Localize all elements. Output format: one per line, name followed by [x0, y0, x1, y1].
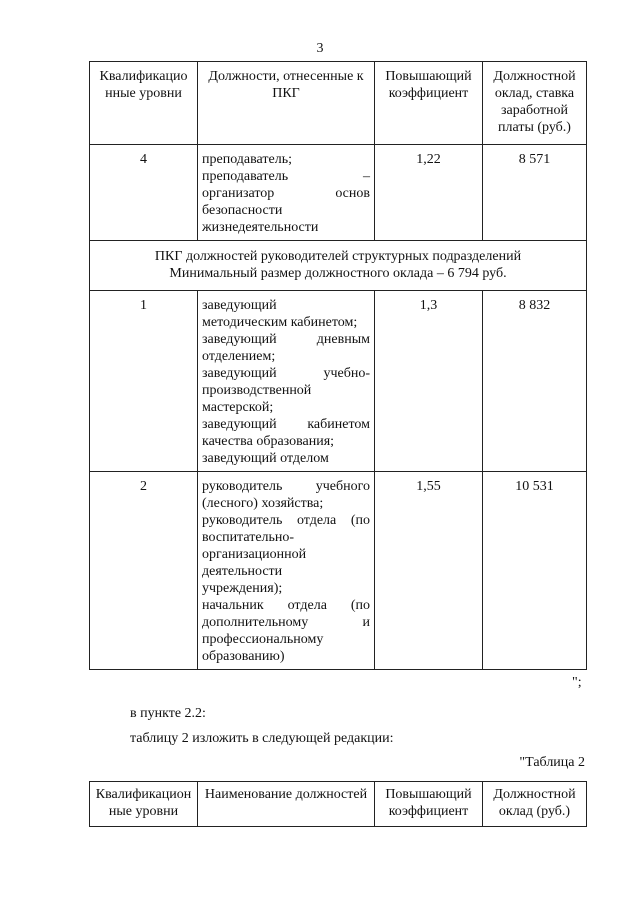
position-line: образованию) — [202, 649, 285, 664]
coefficient-cell: 1,3 — [375, 291, 483, 472]
level-cell: 2 — [90, 472, 198, 670]
header-cell-positions: Должности, отнесенные к ПКГ — [198, 62, 375, 145]
header-cell-coefficient: Повышающий коэффициент — [375, 782, 483, 827]
paragraph-table-2-instruction: таблицу 2 изложить в следующей редакции: — [130, 731, 394, 746]
position-line: заведующий отделом — [202, 451, 329, 466]
table-row — [90, 472, 587, 670]
position-line: воспитательно- — [202, 530, 295, 545]
salary-cell: 8 832 — [483, 291, 587, 472]
position-line: заведующий — [202, 298, 277, 313]
level-cell: 4 — [90, 145, 198, 241]
position-line: профессиональному — [202, 632, 324, 647]
group-min-salary: Минимальный размер должностного оклада – 6 794 руб. — [169, 266, 507, 281]
position-line: качества образования; — [202, 434, 335, 449]
position-line: преподаватель; — [202, 152, 293, 167]
coefficient-cell: 1,55 — [375, 472, 483, 670]
position-line: руководитель отдела (по — [202, 513, 370, 528]
table-2-caption: "Таблица 2 — [519, 755, 585, 770]
position-line: организатор основ — [202, 186, 370, 201]
header-cell-salary: Должностной оклад (руб.) — [483, 782, 587, 827]
salary-table-2 — [89, 781, 587, 827]
header-cell-salary: Должностной оклад, ставка заработной платы (руб.) — [483, 62, 587, 145]
position-line: организационной — [202, 547, 307, 562]
position-line: заведующий учебно- — [202, 366, 370, 381]
closing-quote: "; — [572, 675, 582, 690]
position-line: учреждения); — [202, 581, 283, 596]
salary-table-1 — [89, 61, 587, 670]
position-line: производственной — [202, 383, 312, 398]
positions-cell — [198, 472, 375, 670]
positions-cell — [198, 145, 375, 241]
group-title: ПКГ должностей руководителей структурных подразделений — [154, 249, 522, 264]
page-number: 3 — [316, 41, 324, 56]
header-cell-positions: Наименование должностей — [198, 782, 375, 827]
table-header-row — [90, 782, 587, 827]
position-line: методическим кабинетом; — [202, 315, 358, 330]
position-line: мастерской; — [202, 400, 274, 415]
position-line: преподаватель – — [202, 169, 370, 184]
position-line: начальник отдела (по — [202, 598, 370, 613]
position-line: заведующий кабинетом — [202, 417, 370, 432]
position-line: деятельности — [202, 564, 283, 579]
header-cell-level: Квалификацион ные уровни — [90, 782, 198, 827]
position-line: жизнедеятельности — [202, 220, 319, 235]
position-line: заведующий дневным — [202, 332, 370, 347]
position-line: дополнительному и — [202, 615, 370, 630]
header-cell-coefficient: Повышающий коэффициент — [375, 62, 483, 145]
table-row — [90, 291, 587, 472]
group-heading-row — [90, 241, 587, 291]
position-line: отделением; — [202, 349, 276, 364]
position-line: руководитель учебного — [202, 479, 370, 494]
group-heading — [90, 241, 587, 291]
position-line: (лесного) хозяйства; — [202, 496, 324, 511]
position-line: безопасности — [202, 203, 283, 218]
level-cell: 1 — [90, 291, 198, 472]
paragraph-item-2-2: в пункте 2.2: — [130, 706, 206, 721]
table-header-row — [90, 62, 587, 145]
coefficient-cell: 1,22 — [375, 145, 483, 241]
positions-cell — [198, 291, 375, 472]
salary-cell: 10 531 — [483, 472, 587, 670]
table-row — [90, 145, 587, 241]
salary-cell: 8 571 — [483, 145, 587, 241]
header-cell-level: Квалификацио нные уровни — [90, 62, 198, 145]
